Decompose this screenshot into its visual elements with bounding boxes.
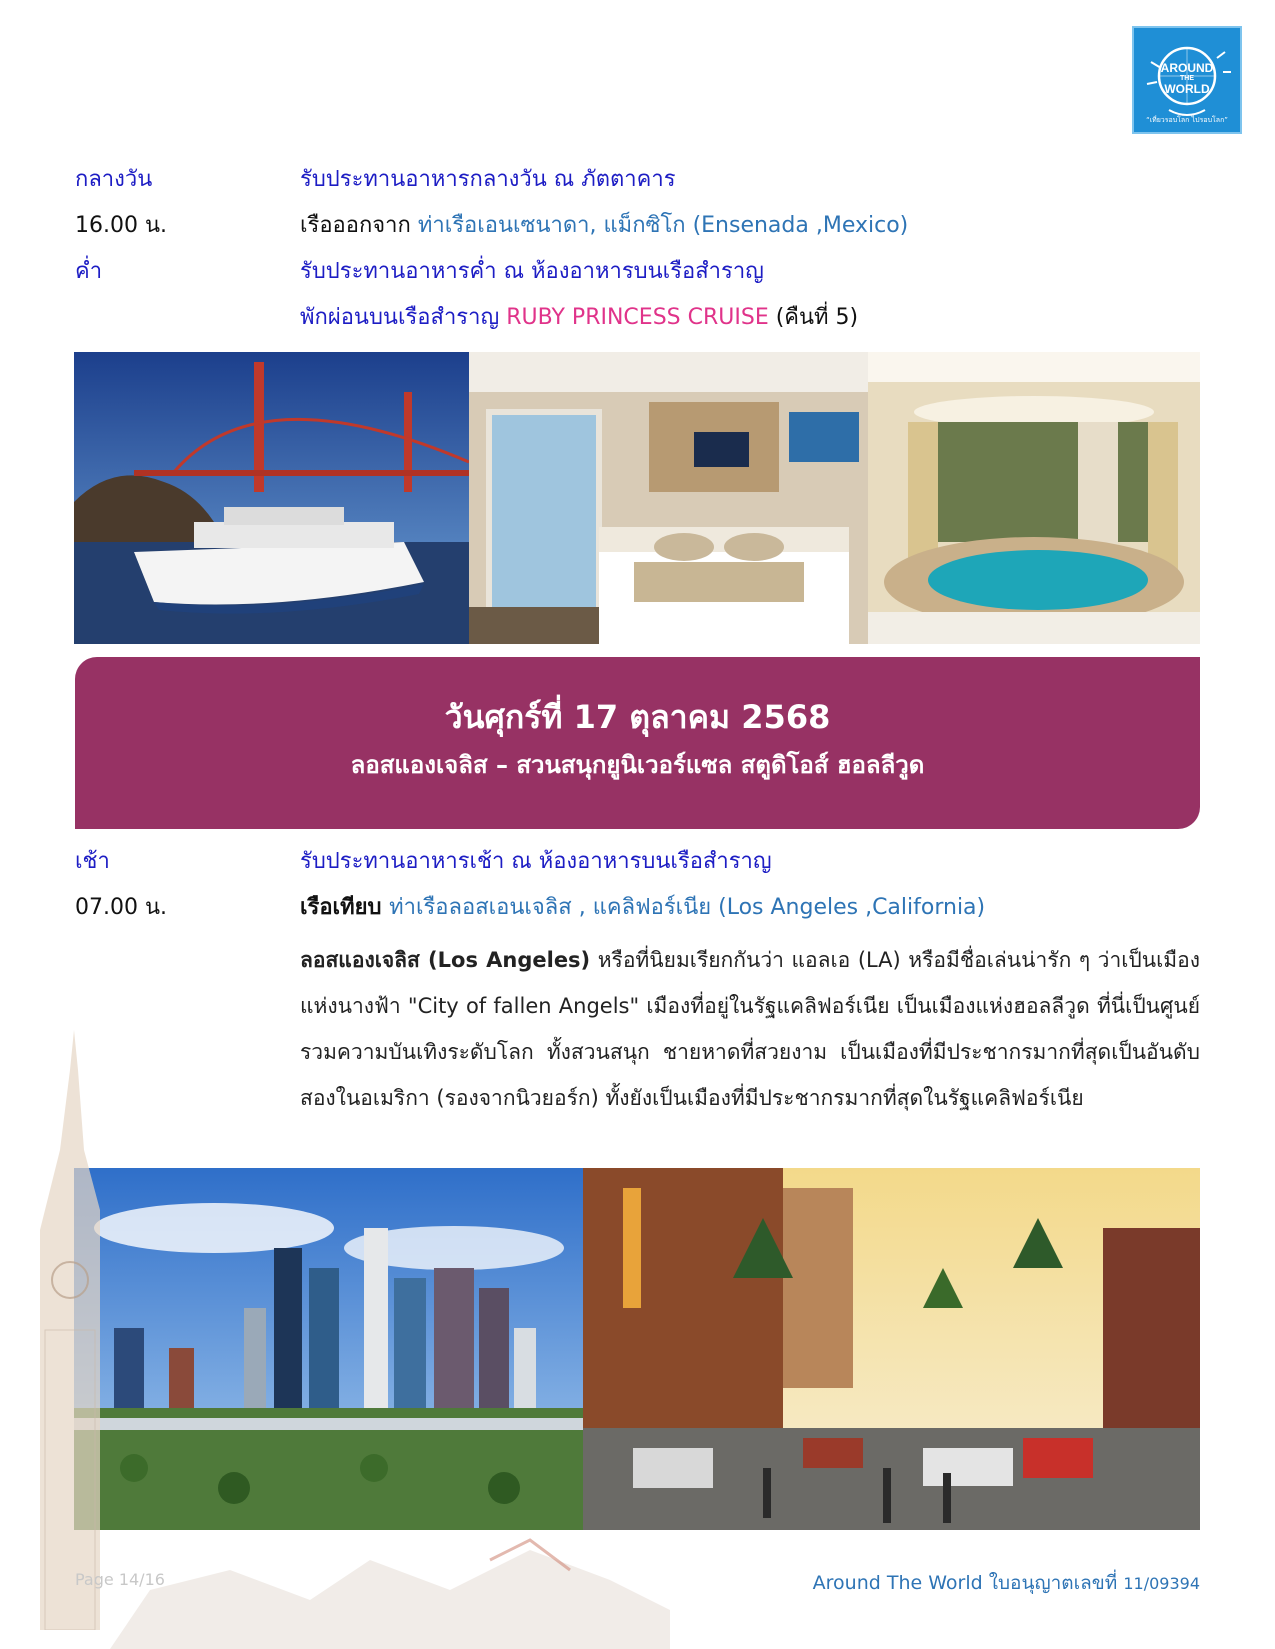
night-number: (คืนที่ 5): [768, 305, 859, 330]
schedule-segment: พักผ่อนบนเรือสำราญ: [300, 305, 507, 330]
schedule-text: [300, 257, 764, 287]
schedule-text: [300, 303, 858, 333]
logo-word-around: AROUND: [1160, 61, 1214, 75]
schedule-text: [300, 893, 985, 923]
photo-cruise-ship-golden-gate: [74, 352, 469, 644]
photo-cruise-cabin: [469, 352, 868, 644]
schedule-text: [300, 211, 908, 241]
logo-word-the: THE: [1180, 75, 1194, 82]
footer-license: [813, 1568, 1200, 1598]
decorative-clock-tower-illustration: [0, 1030, 110, 1630]
time-label: เช้า: [75, 849, 110, 874]
photo-los-angeles-skyline: [74, 1168, 583, 1530]
page-number: Page 14/16: [75, 1570, 165, 1589]
port-name: ท่าเรือเอนเซนาดา, แม็กซิโก (Ensenada ,Mexico): [417, 213, 909, 238]
schedule-segment: เรือออกจาก: [300, 213, 418, 238]
banner-subtitle: ลอสแองเจลิส – สวนสนุกยูนิเวอร์แซล สตูดิโอส์ ฮอลลีวูด: [350, 751, 925, 779]
day-banner: [75, 657, 1200, 829]
footer-brand: Around The World: [812, 1572, 983, 1594]
schedule-text: [300, 165, 676, 195]
time-label: กลางวัน: [75, 167, 153, 192]
photo-spa-pool: [868, 352, 1200, 644]
banner-date: วันศุกร์ที่ 17 ตุลาคม 2568: [444, 698, 831, 736]
schedule-text: [300, 847, 772, 877]
time-label: ค่ำ: [75, 259, 103, 284]
time-label: 07.00 น.: [75, 895, 168, 920]
schedule-segment: เรือเทียบ: [300, 895, 390, 920]
decorative-city-sketch: [110, 1530, 670, 1649]
schedule-segment: รับประทานอาหารกลางวัน ณ ภัตตาคาร: [300, 167, 676, 192]
los-angeles-description: [300, 937, 1200, 1121]
around-the-world-logo: [1132, 26, 1242, 134]
logo-word-world: WORLD: [1164, 82, 1210, 96]
description-body: หรือที่นิยมเรียกกันว่า แอลเอ (LA) หรือมีชื่อเล่นน่ารัก ๆ ว่าเป็นเมืองแห่งนางฟ้า "City of fallen Angels" เมืองที่อยู่ในรัฐแคลิฟอร์เนีย เป็นเมืองแห่งฮอลลีวูด ที่นี่เป็นศูนย์รวมความบันเทิงระดับโลก ทั้งสวนสนุก ชายหาดที่สวยงาม เป็นเมืองที่มีประชากรมากที่สุดเป็นอันดับสองในอเมริกา (รองจากนิวยอร์ก) ทั้งยังเป็นเมืองที่มีประชากรมากที่สุดในรัฐแคลิฟอร์เนีย: [300, 948, 1200, 1110]
description-lead: ลอสแองเจลิส (Los Angeles): [300, 948, 591, 972]
time-label: 16.00 น.: [75, 213, 168, 238]
port-name: ท่าเรือลอสเอนเจลิส , แคลิฟอร์เนีย (Los Angeles ,California): [389, 895, 986, 920]
cruise-name: RUBY PRINCESS CRUISE: [506, 305, 769, 330]
photo-hollywood-boulevard: [583, 1168, 1200, 1530]
logo-tagline: “เที่ยวรอบโลก ไปรอบโลก”: [1146, 116, 1228, 124]
footer-license-number: 11/09394: [1123, 1574, 1200, 1593]
schedule-segment: รับประทานอาหารค่ำ ณ ห้องอาหารบนเรือสำราญ: [300, 259, 764, 284]
footer-license-label: ใบอนุญาตเลขที่: [982, 1572, 1124, 1594]
schedule-segment: รับประทานอาหารเช้า ณ ห้องอาหารบนเรือสำราญ: [300, 849, 772, 874]
